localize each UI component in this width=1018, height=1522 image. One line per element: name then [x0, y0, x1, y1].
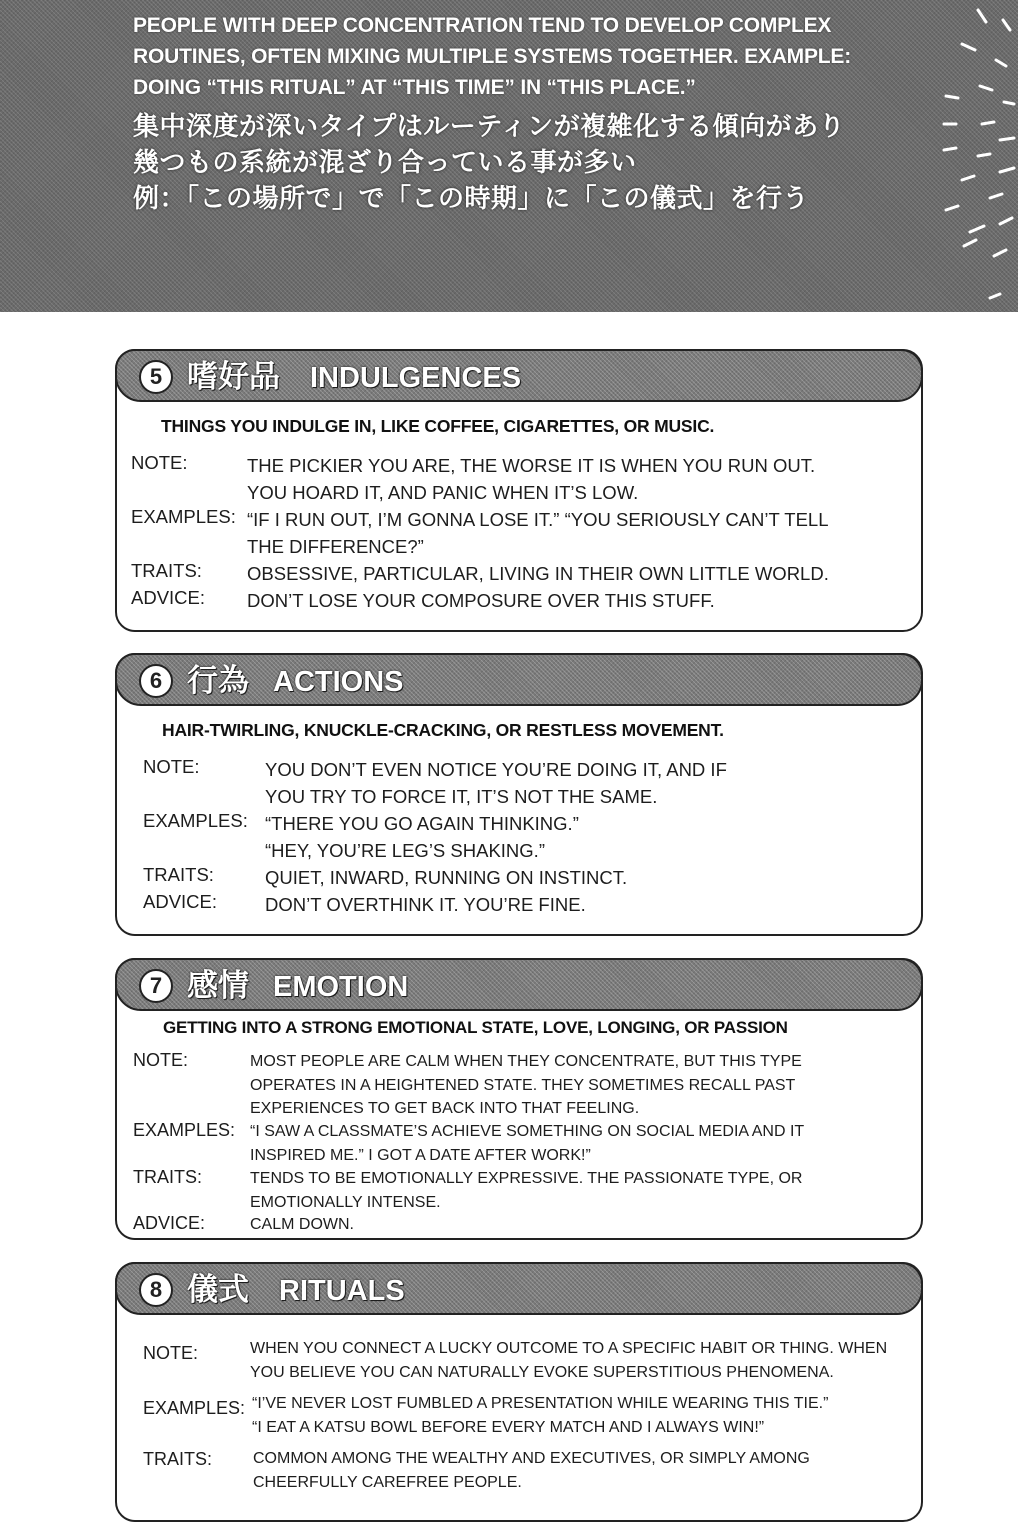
row-label: ADVICE:	[143, 891, 218, 912]
row-text	[250, 1213, 354, 1237]
row-label: NOTE:	[143, 756, 200, 777]
row-line: THE DIFFERENCE?”	[247, 536, 424, 557]
row-line: OPERATES IN A HEIGHTENED STATE. THEY SOMETIMES RECALL PAST	[250, 1076, 796, 1094]
row-line: YOU TRY TO FORCE IT, IT’S NOT THE SAME.	[265, 786, 658, 807]
decorative-dashes	[0, 0, 1018, 312]
section-title-jp: 嗜好品	[187, 359, 280, 395]
row-text	[247, 560, 829, 587]
section-subtitle: HAIR-TWIRLING, KNUCKLE-CRACKING, OR RESTLESS MOVEMENT.	[162, 720, 724, 740]
banner-en-line: ROUTINES, OFTEN MIXING MULTIPLE SYSTEMS TOGETHER. EXAMPLE:	[133, 45, 851, 68]
row-label: NOTE:	[133, 1050, 189, 1070]
row-line: EXPERIENCES TO GET BACK INTO THAT FEELING.	[250, 1100, 640, 1117]
row-label: EXAMPLES:	[143, 1398, 246, 1418]
section-subtitle: GETTING INTO A STRONG EMOTIONAL STATE, LOVE, LONGING, OR PASSION	[163, 1018, 788, 1037]
row-line: OBSESSIVE, PARTICULAR, LIVING IN THEIR OWN LITTLE WORLD.	[247, 563, 829, 584]
row-line: YOU DON’T EVEN NOTICE YOU’RE DOING IT, AND IF	[265, 759, 727, 780]
banner-jp-line: 集中深度が深いタイプはルーティンが複雑化する傾向があり	[133, 112, 846, 142]
row-label: TRAITS:	[131, 560, 202, 581]
row-text	[250, 1050, 802, 1121]
row-text	[265, 810, 579, 864]
row-line: THE PICKIER YOU ARE, THE WORSE IT IS WHEN YOU RUN OUT.	[247, 455, 816, 476]
row-label: EXAMPLES:	[131, 506, 236, 527]
section-emotion	[115, 958, 923, 1240]
row-line: COMMON AMONG THE WEALTHY AND EXECUTIVES, OR SIMPLY AMONG	[253, 1450, 810, 1467]
section-subtitle: THINGS YOU INDULGE IN, LIKE COFFEE, CIGARETTES, OR MUSIC.	[161, 416, 715, 436]
section-number: 5	[139, 360, 173, 394]
row-line: WHEN YOU CONNECT A LUCKY OUTCOME TO A SPECIFIC HABIT OR THING. WHEN	[250, 1340, 888, 1357]
row-line: QUIET, INWARD, RUNNING ON INSTINCT.	[265, 867, 628, 888]
row-line: EMOTIONALLY INTENSE.	[250, 1193, 441, 1211]
row-line: INSPIRED ME.” I GOT A DATE AFTER WORK!”	[250, 1146, 591, 1164]
section-title-en: INDULGENCES	[310, 362, 522, 394]
row-line: CHEERFULLY CAREFREE PEOPLE.	[253, 1473, 522, 1491]
row-text	[265, 891, 586, 918]
row-label: TRAITS:	[143, 1449, 213, 1469]
row-text	[250, 1120, 804, 1167]
row-text	[250, 1337, 887, 1384]
row-label: EXAMPLES:	[143, 810, 248, 831]
section-number: 8	[139, 1273, 173, 1307]
row-label: TRAITS:	[143, 864, 214, 885]
banner-en-line: DOING “THIS RITUAL” AT “THIS TIME” IN “THIS PLACE.”	[133, 76, 696, 99]
section-title-en: ACTIONS	[273, 666, 404, 698]
row-line: TENDS TO BE EMOTIONALLY EXPRESSIVE. THE PASSIONATE TYPE, OR	[250, 1170, 803, 1187]
intro-banner	[0, 0, 1018, 312]
row-line: “I EAT A KATSU BOWL BEFORE EVERY MATCH AND I ALWAYS WIN!”	[252, 1418, 765, 1436]
row-text	[252, 1392, 828, 1439]
row-label: ADVICE:	[133, 1213, 206, 1233]
row-label: NOTE:	[131, 452, 188, 473]
banner-en-line: PEOPLE WITH DEEP CONCENTRATION TEND TO DEVELOP COMPLEX	[133, 14, 832, 37]
row-label: ADVICE:	[131, 587, 206, 608]
row-line: MOST PEOPLE ARE CALM WHEN THEY CONCENTRATE, BUT THIS TYPE	[250, 1053, 802, 1070]
row-text	[247, 506, 829, 560]
section-indulgences	[115, 349, 923, 632]
section-header	[115, 1262, 923, 1315]
row-text	[247, 452, 815, 506]
row-line: CALM DOWN.	[250, 1216, 354, 1233]
banner-jp-line: 幾つもの系統が混ざり合っている事が多い	[133, 148, 637, 178]
row-label: TRAITS:	[133, 1167, 203, 1187]
section-title-en: RITUALS	[279, 1275, 405, 1307]
row-text	[253, 1447, 810, 1494]
row-line: DON’T OVERTHINK IT. YOU’RE FINE.	[265, 894, 586, 915]
section-header	[115, 653, 923, 706]
row-line: “I’VE NEVER LOST FUMBLED A PRESENTATION WHILE WEARING THIS TIE.”	[252, 1395, 829, 1412]
row-line: “I SAW A CLASSMATE’S ACHIEVE SOMETHING ON SOCIAL MEDIA AND IT	[250, 1123, 805, 1140]
section-header	[115, 958, 923, 1011]
section-title-jp: 感情	[187, 968, 249, 1004]
row-text	[250, 1167, 802, 1214]
section-actions	[115, 653, 923, 936]
row-label: EXAMPLES:	[133, 1120, 236, 1140]
section-title-jp: 行為	[187, 663, 249, 699]
section-number: 7	[139, 969, 173, 1003]
row-line: DON’T LOSE YOUR COMPOSURE OVER THIS STUFF.	[247, 590, 715, 611]
row-text	[265, 864, 627, 891]
section-number: 6	[139, 664, 173, 698]
section-title-jp: 儀式	[187, 1272, 249, 1308]
row-text	[247, 587, 715, 614]
section-title-en: EMOTION	[273, 971, 409, 1003]
row-label: NOTE:	[143, 1343, 199, 1363]
section-header	[115, 349, 923, 402]
row-line: YOU BELIEVE YOU CAN NATURALLY EVOKE SUPERSTITIOUS PHENOMENA.	[250, 1363, 834, 1381]
row-line: “IF I RUN OUT, I’M GONNA LOSE IT.” “YOU SERIOUSLY CAN’T TELL	[247, 509, 829, 530]
banner-jp-line: 例：「この場所で」で「この時期」に「この儀式」を行う	[133, 184, 810, 214]
row-line: “THERE YOU GO AGAIN THINKING.”	[265, 813, 579, 834]
section-rituals	[115, 1262, 923, 1522]
row-line: “HEY, YOU’RE LEG’S SHAKING.”	[265, 840, 545, 861]
row-text	[265, 756, 727, 810]
row-line: YOU HOARD IT, AND PANIC WHEN IT’S LOW.	[247, 482, 639, 503]
